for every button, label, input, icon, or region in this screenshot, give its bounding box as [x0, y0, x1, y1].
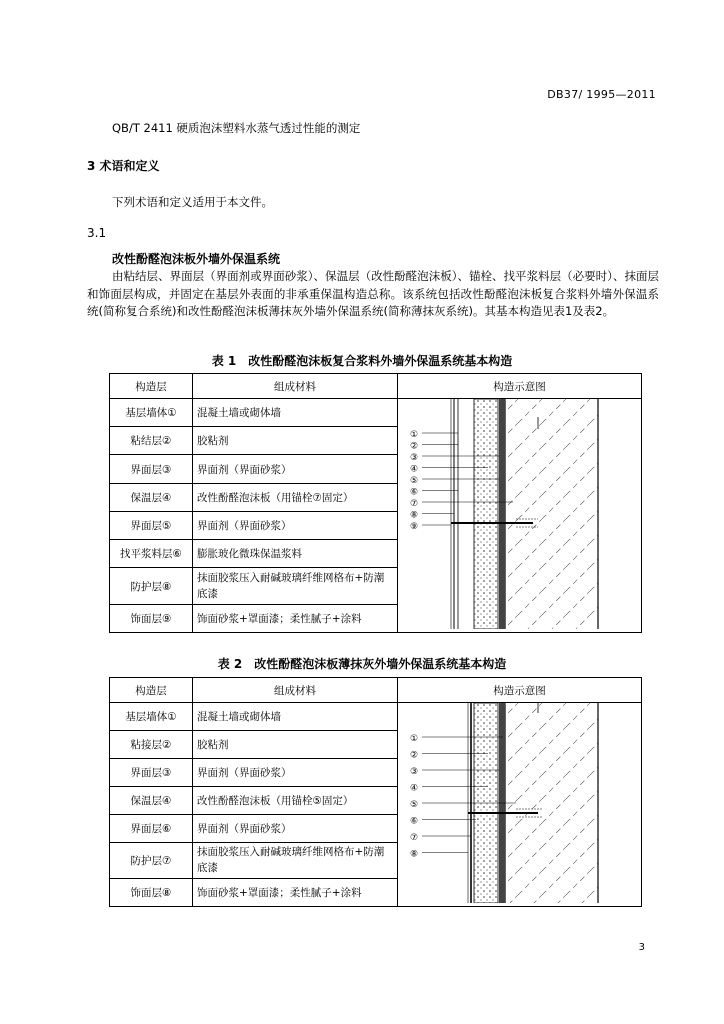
diagram-callout-label: ⑤ — [410, 800, 419, 810]
table1-material-cell: 改性酚醛泡沫板（用锚栓⑦固定） — [193, 483, 398, 511]
diagram-callout-label: ① — [410, 430, 419, 440]
table1-layer-cell: 粘结层② — [110, 427, 193, 455]
table2-diagram — [398, 703, 641, 903]
table2-layer-cell: 界面层③ — [110, 758, 193, 786]
table1 — [109, 373, 642, 633]
table-row — [110, 703, 642, 731]
diagram-callout-label: ⑦ — [410, 499, 419, 509]
table2-header-diagram: 构造示意图 — [398, 678, 642, 703]
table1-material-cell: 胶粘剂 — [193, 427, 398, 455]
table1-material-cell: 混凝土墙或砌体墙 — [193, 399, 398, 427]
page-number: 3 — [638, 942, 645, 953]
table2-material-cell: 混凝土墙或砌体墙 — [193, 703, 398, 731]
table2 — [109, 677, 642, 907]
table1-layer-cell: 防护层⑧ — [110, 568, 193, 605]
table2-header-material: 组成材料 — [193, 678, 398, 703]
table1-material-cell: 饰面砂浆+罩面漆；柔性腻子+涂料 — [193, 604, 398, 632]
table2-material-cell: 饰面砂浆+罩面漆；柔性腻子+涂料 — [193, 879, 398, 907]
diagram-callout-label: ④ — [410, 464, 419, 475]
table2-layer-cell: 界面层⑥ — [110, 814, 193, 842]
table1-diagram — [398, 399, 641, 629]
table2-layer-cell: 粘接层② — [110, 730, 193, 758]
table2-material-cell: 界面剂（界面砂浆） — [193, 814, 398, 842]
table2-caption: 表 2 改性酚醛泡沫板薄抹灰外墙外保温系统基本构造 — [217, 657, 507, 671]
diagram-callout-label: ③ — [410, 767, 419, 777]
table1-layer-cell: 饰面层⑨ — [110, 604, 193, 632]
table2-layer-cell: 保温层④ — [110, 786, 193, 814]
diagram-callout-label: ② — [410, 441, 419, 452]
table2-header-layer: 构造层 — [110, 678, 193, 703]
table1-header-diagram: 构造示意图 — [398, 374, 642, 399]
table1-material-cell: 界面剂（界面砂浆） — [193, 455, 398, 483]
table1-material-cell: 抹面胶浆压入耐碱玻璃纤维网格布+防潮底漆 — [193, 568, 398, 605]
table1-layer-cell: 界面层③ — [110, 455, 193, 483]
diagram-callout-label: ⑦ — [410, 833, 419, 843]
table2-layer-cell: 饰面层⑧ — [110, 879, 193, 907]
table1-layer-cell: 基层墙体① — [110, 399, 193, 427]
diagram-callout-label: ⑨ — [410, 522, 419, 532]
clause-definition — [87, 268, 659, 321]
table1-header-row — [110, 374, 642, 399]
diagram-callout-label: ⑤ — [410, 476, 419, 486]
diagram-callout-label: ⑧ — [410, 510, 419, 521]
table1-header-layer: 构造层 — [110, 374, 193, 399]
table2-material-cell: 界面剂（界面砂浆） — [193, 758, 398, 786]
table-row — [110, 399, 642, 427]
normative-reference: QB/T 2411 硬质泡沫塑料水蒸气透过性能的测定 — [112, 121, 361, 135]
base-wall — [505, 703, 598, 903]
diagram-callout-label: ⑧ — [410, 849, 419, 860]
section-intro: 下列术语和定义适用于本文件。 — [112, 195, 273, 209]
standard-number: DB37/ 1995—2011 — [547, 88, 656, 101]
table2-material-cell: 改性酚醛泡沫板（用锚栓⑤固定） — [193, 786, 398, 814]
clause-term: 改性酚醛泡沫板外墙外保温系统 — [112, 252, 281, 266]
diagram-callout-label: ⑥ — [410, 816, 419, 827]
table1-layer-cell: 保温层④ — [110, 483, 193, 511]
table1-caption: 表 1 改性酚醛泡沫板复合浆料外墙外保温系统基本构造 — [211, 354, 513, 368]
diagram-callout-label: ③ — [410, 453, 419, 463]
table1-diagram-cell — [398, 399, 642, 633]
table1-material-cell: 膨胀玻化微珠保温浆料 — [193, 540, 398, 568]
insulation-board — [474, 399, 498, 629]
clause-number: 3.1 — [87, 226, 107, 240]
table2-layer-cell: 防护层⑦ — [110, 842, 193, 878]
diagram-callout-label: ② — [410, 750, 419, 761]
table2-diagram-cell — [398, 703, 642, 907]
table2-header-row — [110, 678, 642, 703]
diagram-callout-label: ④ — [410, 783, 419, 794]
diagram-callout-label: ① — [410, 734, 419, 744]
table2-material-cell: 胶粘剂 — [193, 730, 398, 758]
table2-layer-cell: 基层墙体① — [110, 703, 193, 731]
table2-material-cell: 抹面胶浆压入耐碱玻璃纤维网格布+防潮底漆 — [193, 842, 398, 878]
table1-header-material: 组成材料 — [193, 374, 398, 399]
base-wall — [505, 399, 598, 629]
table1-layer-cell: 找平浆料层⑥ — [110, 540, 193, 568]
clause-definition-text: 由粘结层、界面层（界面剂或界面砂浆）、保温层（改性酚醛泡沫板）、锚栓、找平浆料层（必要时）、抹面层和饰面层构成，并固定在基层外表面的非承重保温构造总称。该系统包括改性酚醛泡沫板复合浆料外墙外保温系统(简称复合系统)和改性酚醛泡沫板薄抹灰外墙外保温系统(简称薄抹灰系统)。其基本构造见表1及表2。 — [87, 269, 659, 318]
diagram-callout-label: ⑥ — [410, 487, 419, 498]
section-title: 3 术语和定义 — [87, 159, 160, 173]
table1-material-cell: 界面剂（界面砂浆） — [193, 511, 398, 539]
table1-layer-cell: 界面层⑤ — [110, 511, 193, 539]
adhesive-layer — [499, 399, 505, 629]
